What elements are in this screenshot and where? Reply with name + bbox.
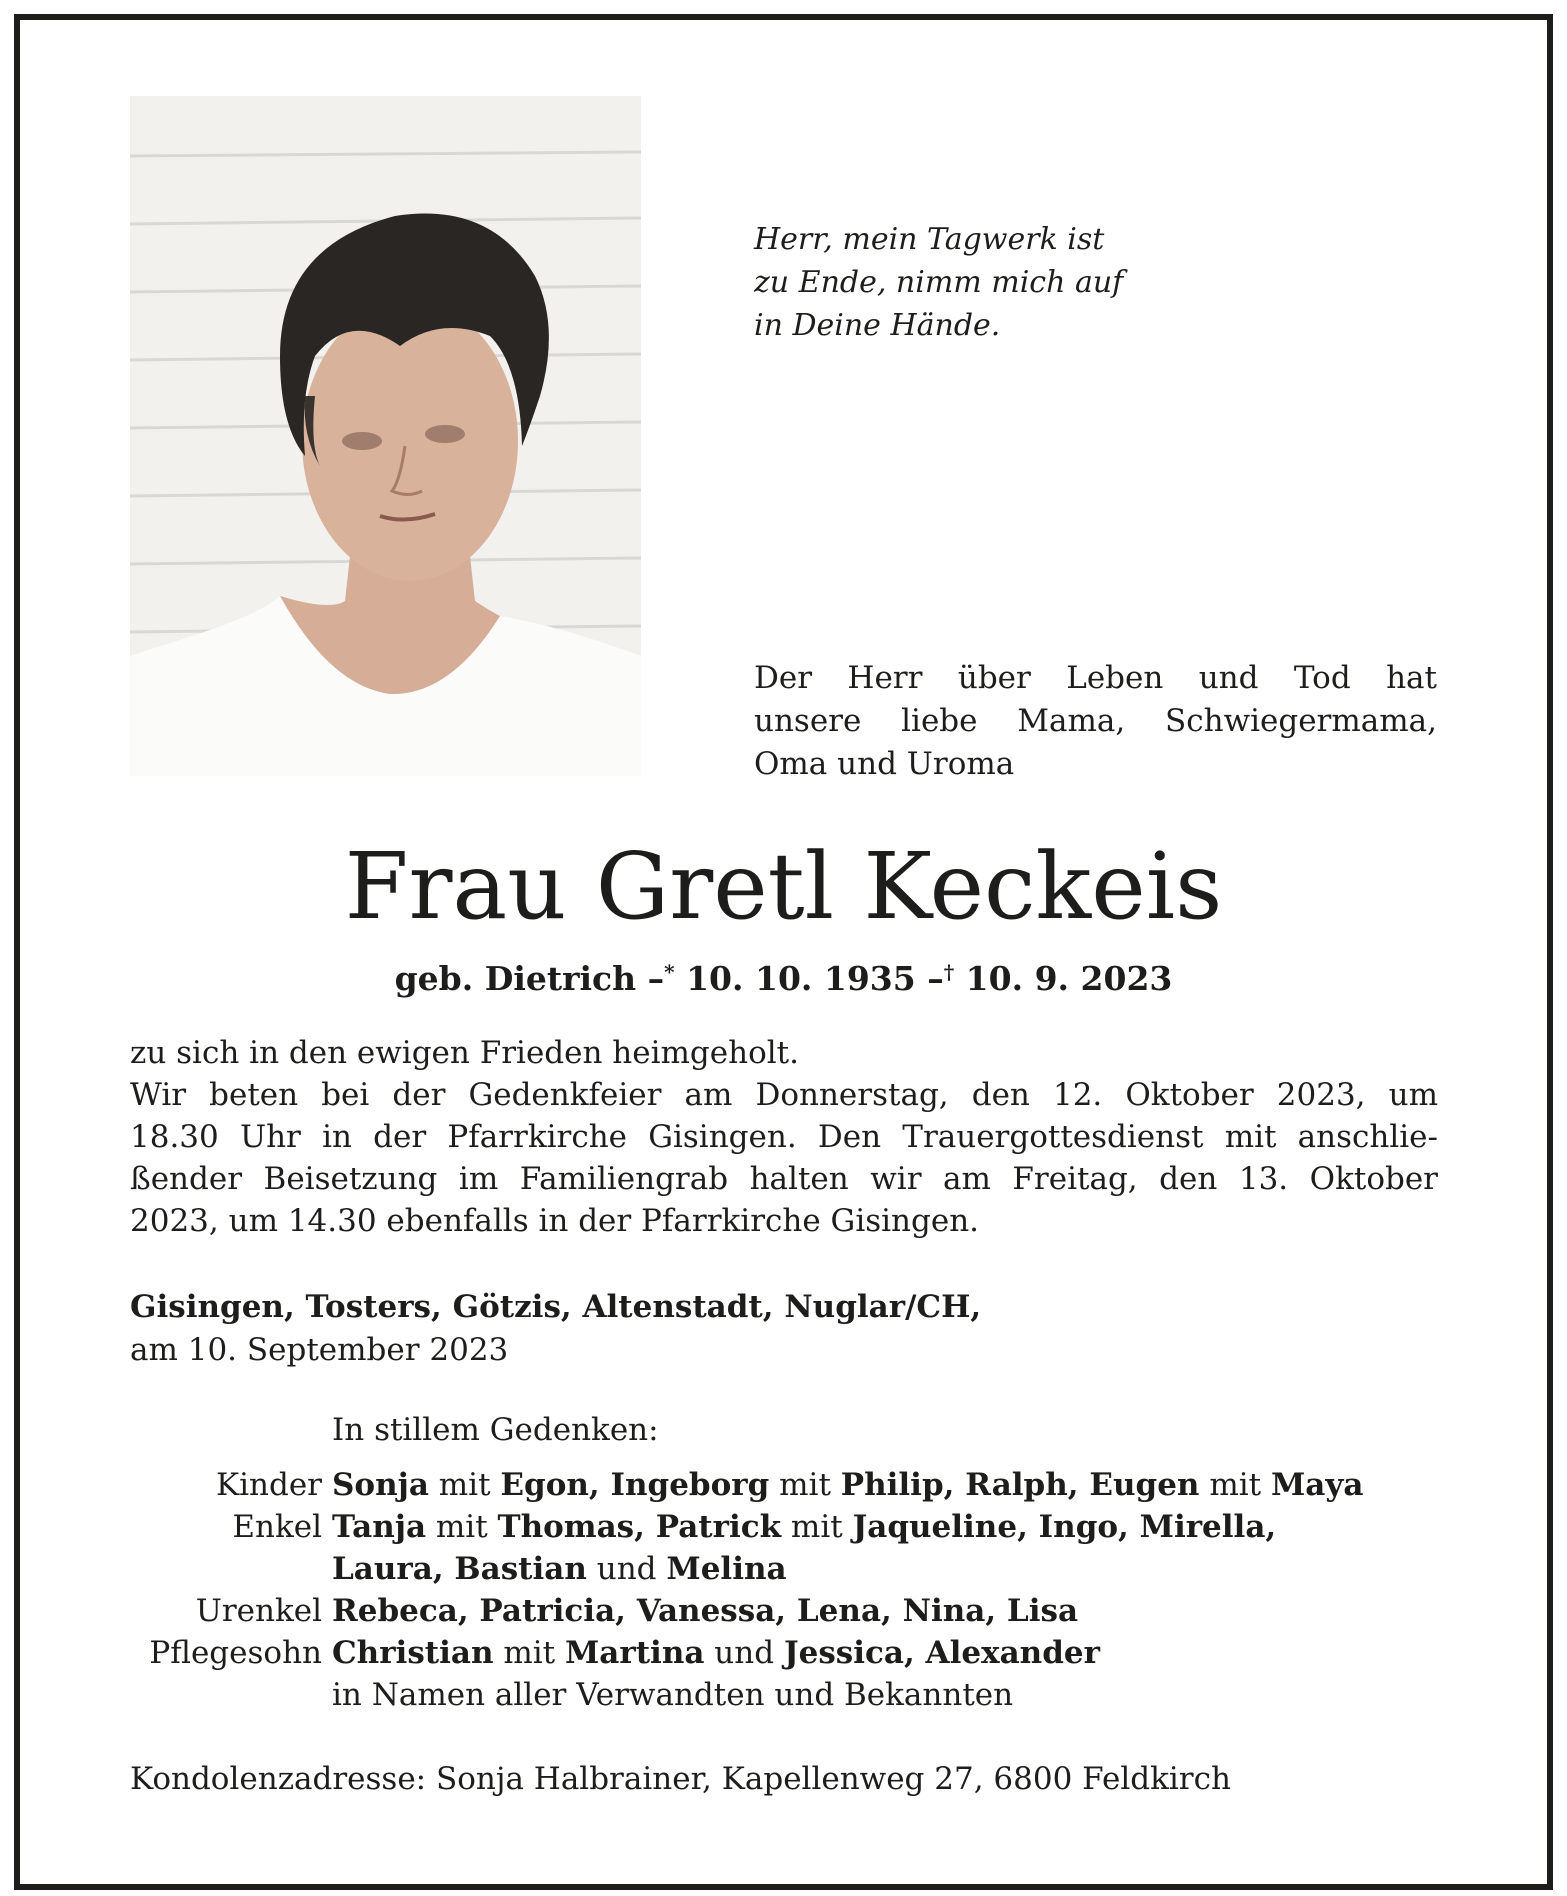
birth-symbol: * xyxy=(664,960,675,984)
body-line: ßender Beisetzung im Familiengrab halten wir am Freitag, den 13. Oktober xyxy=(130,1161,1438,1197)
towns: Gisingen, Tosters, Götzis, Altenstadt, Nuglar/CH, xyxy=(130,1289,982,1325)
portrait-image xyxy=(130,96,641,776)
relation-label: Urenkel xyxy=(195,1593,322,1629)
body-line: 18.30 Uhr in der Pfarrkirche Gisingen. Den Trauergottesdienst mit anschlie- xyxy=(130,1119,1438,1155)
life-dates xyxy=(0,950,1567,1001)
announcement-text xyxy=(130,1032,1438,1242)
born-name: geb. Dietrich – xyxy=(394,959,665,998)
condolence-address: Kondolenzadresse: Sonja Halbrainer, Kapellenweg 27, 6800 Feldkirch xyxy=(130,1761,1231,1797)
intro-text xyxy=(754,657,1437,786)
mourners-row-enkel xyxy=(100,1506,1438,1548)
bible-quote xyxy=(754,218,1234,347)
places-and-date xyxy=(130,1286,1438,1372)
mourners-row-enkel-cont xyxy=(100,1548,1438,1590)
relation-label: Enkel xyxy=(232,1509,322,1545)
relation-names: Tanja mit Thomas, Patrick mit Jaqueline, Ingo, Mirella, xyxy=(332,1509,1277,1545)
mourners-heading: In stillem Gedenken: xyxy=(332,1412,659,1448)
announcement-date: am 10. September 2023 xyxy=(130,1332,509,1368)
mourners-list xyxy=(100,1464,1438,1716)
relation-label: Pflegesohn xyxy=(149,1635,322,1671)
quote-line: Herr, mein Tagwerk ist xyxy=(754,222,1105,257)
body-line: zu sich in den ewigen Frieden heimgeholt. xyxy=(130,1035,799,1071)
intro-line: Oma und Uroma xyxy=(754,746,1015,782)
relation-names: Christian mit Martina und Jessica, Alexander xyxy=(332,1635,1100,1671)
birth-date: 10. 10. 1935 – xyxy=(674,959,944,998)
relation-names: Laura, Bastian und Melina xyxy=(332,1551,787,1587)
mourners-closing-row xyxy=(100,1674,1438,1716)
quote-line: zu Ende, nimm mich auf xyxy=(754,265,1124,300)
relation-label: Kinder xyxy=(215,1467,322,1503)
death-symbol: † xyxy=(943,960,955,984)
relation-names: Rebeca, Patricia, Vanessa, Lena, Nina, Lisa xyxy=(332,1593,1079,1629)
death-date: 10. 9. 2023 xyxy=(954,959,1173,998)
body-line: 2023, um 14.30 ebenfalls in der Pfarrkirche Gisingen. xyxy=(130,1203,980,1239)
mourners-row-kinder xyxy=(100,1464,1438,1506)
mourners-row-urenkel xyxy=(100,1590,1438,1632)
relation-names: Sonja mit Egon, Ingeborg mit Philip, Ralph, Eugen mit Maya xyxy=(332,1467,1364,1503)
mourners-closing: in Namen aller Verwandten und Bekannten xyxy=(332,1677,1014,1713)
deceased-name: Frau Gretl Keckeis xyxy=(344,833,1223,940)
intro-line: unsere liebe Mama, Schwiegermama, xyxy=(754,703,1437,739)
mourners-row-pflegesohn xyxy=(100,1632,1438,1674)
quote-line: in Deine Hände. xyxy=(754,308,1001,343)
body-line: Wir beten bei der Gedenkfeier am Donnerstag, den 12. Oktober 2023, um xyxy=(130,1077,1438,1113)
intro-line: Der Herr über Leben und Tod hat xyxy=(754,660,1437,696)
portrait-photo xyxy=(130,96,641,776)
